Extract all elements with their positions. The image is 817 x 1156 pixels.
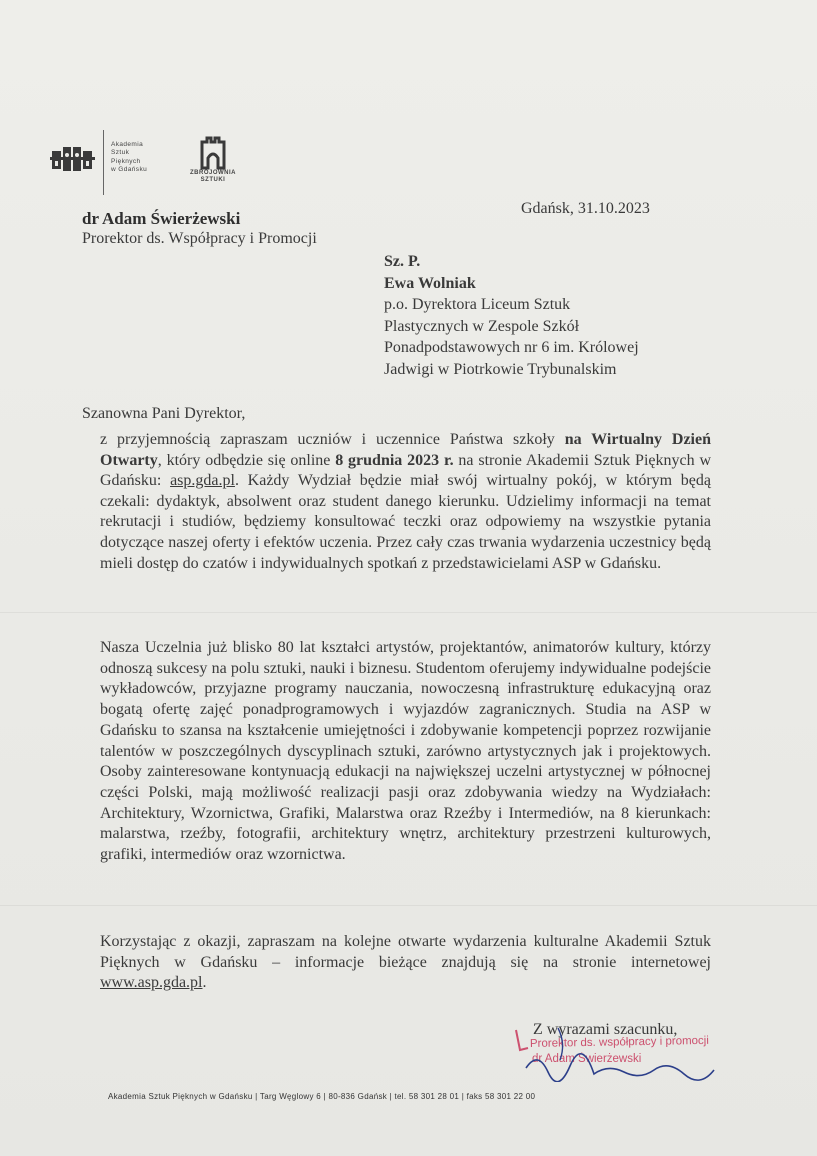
paragraph-university [100,638,711,866]
website-link[interactable]: www.asp.gda.pl [100,974,203,991]
text-span: Korzystając z okazji, zapraszam na kolejne otwarte wydarzenia kulturalne Akademii Sztuk Pięknych w Gdańsku – informacje bieżące znajdują się na stronie internetowej [100,933,711,971]
recipient-salutation: Sz. P. [384,253,421,270]
text-span: z przyjemnością zapraszam uczniów i uczennice Państwa szkoły [100,431,565,448]
recipient-name: Ewa Wolniak [384,274,476,292]
recipient-line: Ponadpodstawowych nr 6 im. Królowej [384,339,639,356]
zbrojownia-logo-text [186,170,240,184]
text-span: . Każdy Wydział będzie miał swój wirtualny pokój, w którym będą czekali: dydaktyk, absolwent oraz student danego kierunku. Udzielimy informacji na temat rekrutacji i studiów, będziemy konsultować teczki oraz odpowiemy na wszystkie pytania dotyczące naszej oferty i efektów uczenia. Przez cały czas trwania wydarzenia uczestnicy będą mieli dostęp do czatów i indywidualnych spotkań z przedstawicielami ASP w Gdańsku. [100,472,712,572]
zbrojownia-castle-icon [199,136,227,170]
paragraph-text: Nasza Uczelnia już blisko 80 lat kształci artystów, projektantów, animatorów kultury, którzy odnoszą sukcesy na polu sztuki, nauki i biznesu. Studentom oferujemy indywidualne podejście wykładowców, przyjazne programy nauczania, nowoczesną infrastrukturę edukacyjną oraz bogatą ofertę zajęć ponadprogramowych i wyjazdów zagranicznych. Studia na ASP w Gdańsku to szansa na kształcenie umiejętności i zdobywanie kompetencji poprzez rozwijanie talentów w poszczególnych dyscyplinach sztuki, zarówno artystycznych jak i projektowych. Osoby zainteresowane kontynuacją edukacji na największej uczelni artystycznej w północnej części Polski, mają możliwość realizacji pasji oraz zdobywania wiedzy na Wydziałach: Architektury, Wzornictwa, Grafiki, Malarstwa oraz Rzeźby i Intermediów, na 8 kierunkach: malarstwa, rzeźby, fotografii, architektury wnętrz, architektury przestrzeni kulturowych, grafiki, intermediów oraz wzornictwa. [100,639,711,864]
stamp-emblem-icon [516,1030,528,1050]
academy-logo-line: Sztuk [111,149,130,157]
logo-divider [103,130,104,195]
text-span: , który odbędzie się online [157,451,336,469]
website-link[interactable]: asp.gda.pl [170,472,235,490]
stamp-line: dr Adam Świerżewski [532,1053,642,1065]
paper-fold [0,612,817,613]
signature-stamp [508,1020,760,1082]
recipient-line: p.o. Dyrektora Liceum Sztuk [384,296,571,313]
recipient-line: Plastycznych w Zespole Szkół [384,317,580,335]
greeting: Szanowna Pani Dyrektor, [82,405,246,422]
event-name: na Wirtualny Dzień Otwarty [100,431,711,469]
footer: Akademia Sztuk Pięknych w Gdańsku | Targ Węglowy 6 | 80-836 Gdańsk | tel. 58 301 28 01 | faks 58 301 22 00 [108,1092,536,1101]
event-date: 8 grudnia 2023 r. [335,451,454,469]
letter-date: Gdańsk, 31.10.2023 [521,200,650,217]
paragraph-events [100,932,711,994]
recipient-line: Jadwigi w Piotrkowie Trybunalskim [384,360,617,378]
text-span: . [202,974,207,991]
academy-emblem-icon [50,143,95,177]
academy-logo-text [111,141,147,175]
zbrojownia-logo-line: SZTUKI [200,177,226,183]
sender-role: Prorektor ds. Współpracy i Promocji [82,230,317,247]
academy-logo-line: w Gdańsku [111,166,148,174]
text-span: na stronie Akademii Sztuk Pięknych w Gdańsku: [100,451,711,490]
zbrojownia-logo-line: ZBROJOWNIA [190,170,236,176]
stamp-line: Prorektor ds. współpracy i promocji [529,1034,709,1050]
academy-logo-line: Akademia [111,141,144,148]
academy-logo-line: Pięknych [111,157,141,165]
paragraph-invitation [100,430,711,574]
closing: Z wyrazami szacunku, [533,1021,678,1038]
sender-name: dr Adam Świerżewski [82,209,241,228]
recipient-block [384,251,639,380]
paper-fold [0,905,817,906]
